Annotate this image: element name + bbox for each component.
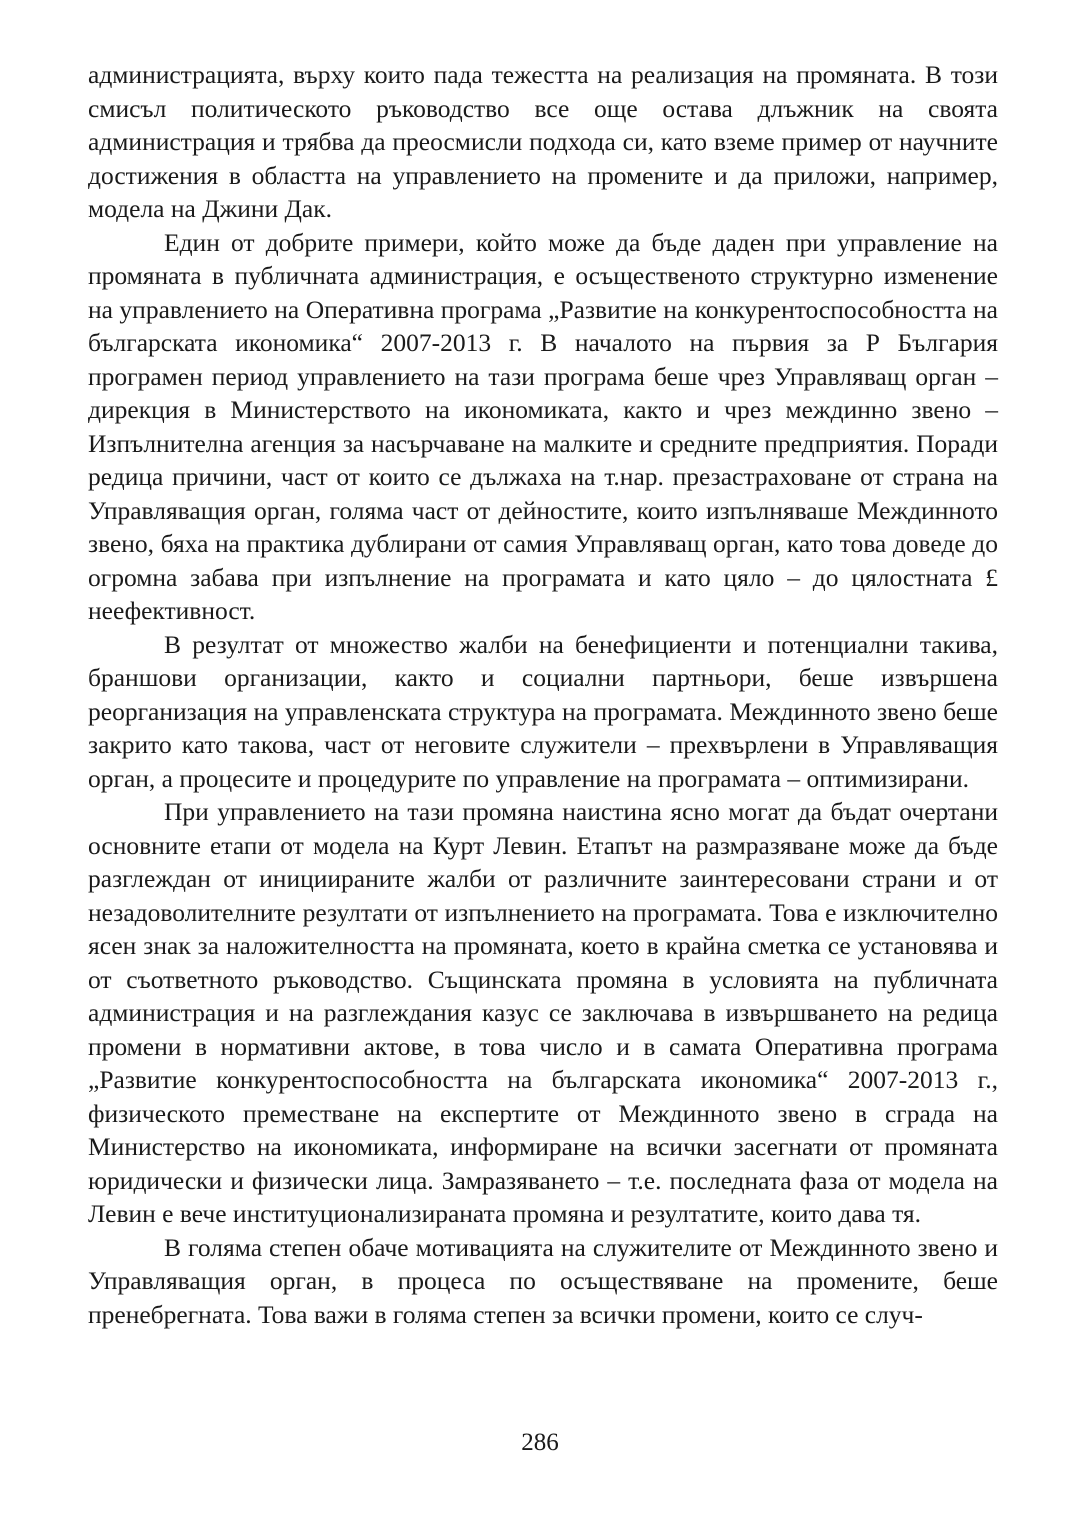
- paragraph-lewin-model: При управлението на тази промяна наистина ясно могат да бъдат очертани основните етапи от модела на Курт Левин. Етапът на размразяване може да бъде разглеждан от инициираните жалби от различните заинтересовани страни и от незадоволителните резултати от изпълнението на програмата. Това е изключително ясен знак за наложителността на промяната, което в крайна сметка се установява и от съответното ръководство. Същинската промяна в условията на публичната администрация и на разглеждания казус се заключава в извършването на редица промени в нормативни актове, в това число и в самата Оперативна програма „Развитие конкурентоспособността на българската икономика“ 2007-2013 г., физическото преместване на експертите от Междинното звено в сграда на Министерство на икономиката, информиране на всички засегнати от промяната юридически и физически лица. Замразяването – т.е. последната фаза от модела на Левин е вече институционализираната промяна и резултатите, които дава тя.: [88, 797, 998, 1228]
- paragraph-motivation: В голяма степен обаче мотивацията на служителите от Междинното звено и Управляващия орган, в процеса по осъществяване на промените, беше пренебрегната. Това важи в голяма степен за всички промени, които се случ-: [88, 1232, 998, 1329]
- paragraph-reorganization: В резултат от множество жалби на бенефициенти и потенциални такива, браншови организации, както и социални партньори, беше извършена реорганизация на управленската структура на програмата. Междинното звено беше закрито като такова, част от неговите служители – прехвърлени в Управляващия орган, а процесите и процедурите по управление на програмата – оптимизирани.: [88, 629, 998, 793]
- page-number: 286: [521, 1429, 559, 1456]
- page-body: [88, 58, 998, 1331]
- paragraph-continuation: администрацията, върху които пада тежестта на реализация на промяната. В този смисъл политическото ръководство все още остава длъжник на своята администрация и трябва да преосмисли подхода си, като вземе пример от научните достижения в областта на управлението на промените и да приложи, например, модела на Джини Дак.: [88, 60, 998, 223]
- paragraph-operational-programme-example: Един от добрите примери, който може да бъде даден при управление на промяната в публичната администрация, е осъщественото структурно изменение на управлението на Оперативна програма „Развитие на конкурентоспособността на българската икономика“ 2007-2013 г. В началото на първия за Р България програмен период управлението на тази програма беше чрез Управляващ орган – дирекция в Министерството на икономиката, както и чрез междинно звено – Изпълнителна агенция за насърчаване на малките и средните предприятия. Поради редица причини, част от които се дължаха на т.нар. презастраховане от страна на Управляващия орган, голяма част от дейностите, които изпълняваше Междинното звено, бяха на практика дублирани от самия Управляващ орган, като това доведе до огромна забава при изпълнение на програмата и като цяло – до цялостната £ неефективност.: [88, 227, 998, 625]
